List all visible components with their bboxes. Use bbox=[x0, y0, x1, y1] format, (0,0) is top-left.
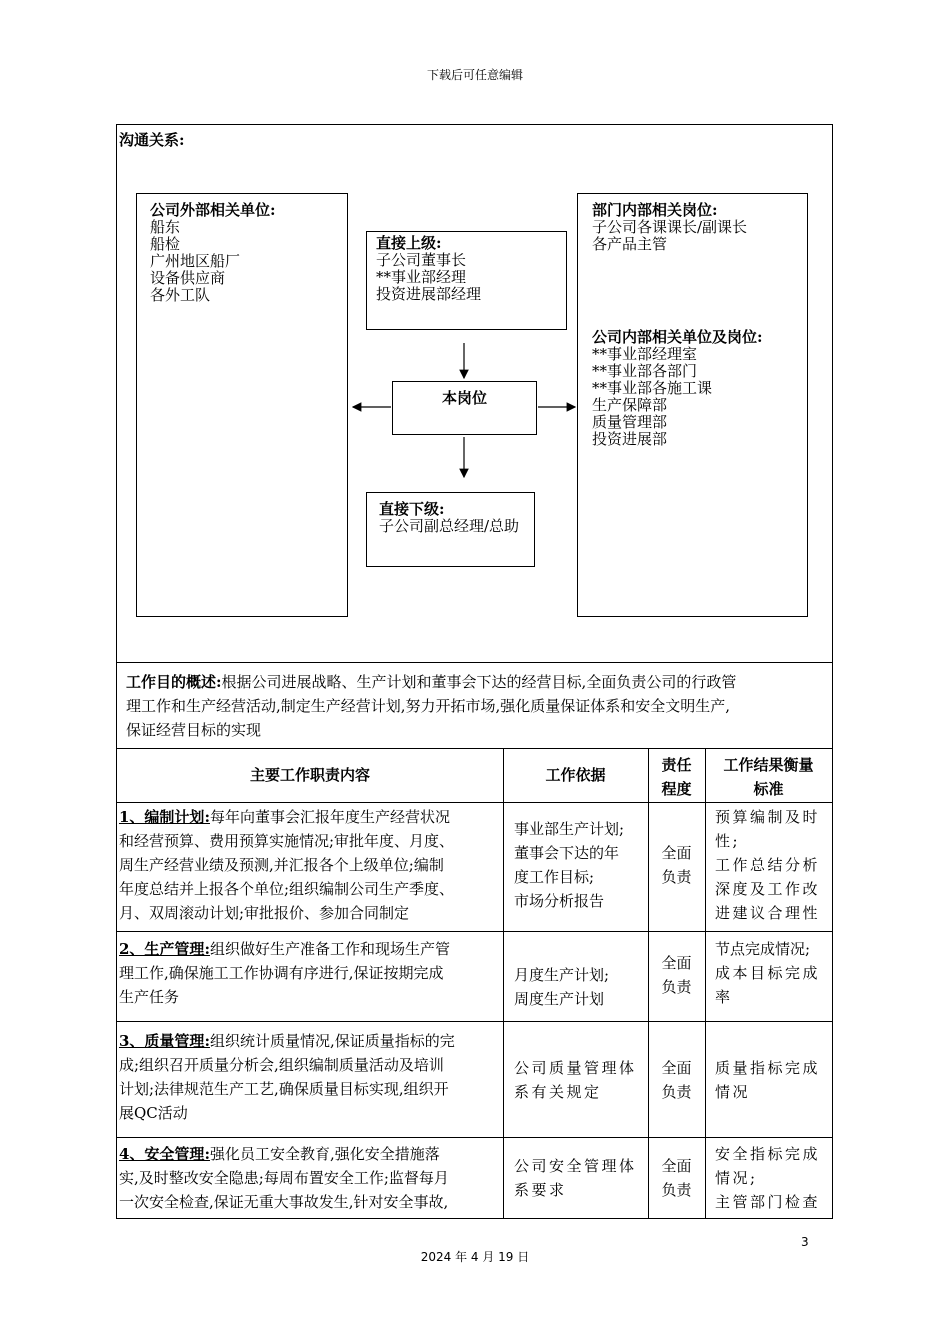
table-top-border bbox=[117, 748, 832, 749]
page-number: 3 bbox=[801, 1235, 809, 1249]
duty-standard-safety: 安全指标完成 情况; 主管部门检查 bbox=[715, 1145, 821, 1211]
col-divider bbox=[503, 748, 504, 1219]
this-position-label: 本岗位 bbox=[441, 389, 487, 407]
external-unit-item: 各外工队 bbox=[150, 286, 211, 304]
superior-item: 子公司董事长 bbox=[376, 251, 467, 269]
work-purpose-summary bbox=[126, 670, 826, 742]
summary-line: 理工作和生产经营活动,制定生产经营计划,努力开拓市场,强化质量保证体系和安全文明生产, bbox=[126, 697, 731, 715]
external-units-title: 公司外部相关单位: bbox=[150, 201, 276, 219]
duty-content-plan: 1、编制计划:每年向董事会汇报年度生产经营状况 和经营预算、费用预算实施情况;审批年度、月度、 周生产经营业绩及预测,并汇报各个上级单位;编制 年度总结并上报各个单位;组织编制公司生产季度、 月、双周滚动计划;审批报价、参加合同制定 bbox=[119, 808, 455, 922]
internal-dept-title: 部门内部相关岗位: bbox=[592, 201, 718, 219]
job-description-frame bbox=[116, 124, 833, 1219]
duty-responsibility-quality: 全面 负责 bbox=[661, 1059, 692, 1101]
direct-subordinate-title: 直接下级: bbox=[379, 500, 445, 518]
internal-company-item: **事业部各部门 bbox=[592, 362, 698, 380]
internal-company-item: 生产保障部 bbox=[592, 396, 668, 414]
duty-basis-quality: 公司质量管理体 系有关规定 bbox=[514, 1059, 637, 1101]
internal-company-item: 投资进展部 bbox=[592, 430, 668, 448]
internal-company-item: **事业部经理室 bbox=[592, 345, 698, 363]
col-divider bbox=[705, 748, 706, 1219]
duty-basis-safety: 公司安全管理体 系要求 bbox=[514, 1157, 637, 1199]
duty-content-quality: 3、质量管理:组织统计质量情况,保证质量指标的完 成;组织召开质量分析会,组织编制质量活动及培训 计划;法律规范生产工艺,确保质量目标实现,组织开 展QC活动 bbox=[119, 1032, 455, 1122]
superior-item: **事业部经理 bbox=[376, 268, 467, 286]
duty-content-production: 2、生产管理:组织做好生产准备工作和现场生产管 理工作,确保施工工作协调有序进行,保证按期完成 生产任务 bbox=[119, 940, 450, 1006]
external-unit-item: 船检 bbox=[150, 235, 181, 253]
internal-company-title: 公司内部相关单位及岗位: bbox=[592, 328, 763, 346]
duty-responsibility-safety: 全面 负责 bbox=[661, 1157, 692, 1199]
row-divider bbox=[117, 1021, 832, 1022]
duty-standard-production: 节点完成情况; 成本目标完成 率 bbox=[715, 940, 821, 1006]
internal-dept-item: 各产品主管 bbox=[592, 235, 668, 253]
relationship-arrows bbox=[117, 125, 834, 665]
internal-company-item: **事业部各施工课 bbox=[592, 379, 713, 397]
duty-responsibility-production: 全面 负责 bbox=[661, 954, 692, 996]
subordinate-item: 子公司副总经理/总助 bbox=[379, 517, 520, 535]
footer-date: 2024 年 4 月 19 日 bbox=[420, 1250, 530, 1264]
superior-item: 投资进展部经理 bbox=[376, 285, 482, 303]
header-responsibility: 责任 程度 bbox=[661, 756, 692, 798]
row-divider bbox=[117, 931, 832, 932]
header-standard: 工作结果衡量 标准 bbox=[723, 756, 814, 798]
duty-responsibility-plan: 全面 负责 bbox=[661, 844, 692, 886]
duty-standard-quality: 质量指标完成 情况 bbox=[715, 1059, 821, 1101]
summary-label: 工作目的概述: bbox=[126, 673, 222, 691]
divider bbox=[117, 662, 832, 663]
direct-superior-title: 直接上级: bbox=[376, 234, 442, 252]
row-divider bbox=[117, 1137, 832, 1138]
internal-dept-item: 子公司各课课长/副课长 bbox=[592, 218, 748, 236]
internal-company-item: 质量管理部 bbox=[592, 413, 668, 431]
external-unit-item: 设备供应商 bbox=[150, 269, 226, 287]
external-unit-item: 船东 bbox=[150, 218, 181, 236]
row-divider bbox=[117, 802, 832, 803]
duty-basis-plan: 事业部生产计划; 董事会下达的年 度工作目标; 市场分析报告 bbox=[514, 820, 625, 910]
header-basis: 工作依据 bbox=[545, 766, 606, 784]
page-header: 下载后可任意编辑 bbox=[426, 68, 523, 82]
duty-basis-production: 月度生产计划; 周度生产计划 bbox=[514, 966, 610, 1008]
duty-content-safety: 4、安全管理:强化员工安全教育,强化安全措施落 实,及时整改安全隐患;每周布置安全工作;监督每月 一次安全检查,保证无重大事故发生,针对安全事故, bbox=[119, 1145, 449, 1211]
summary-line: 根据公司进展战略、生产计划和董事会下达的经营目标,全面负责公司的行政管 bbox=[221, 673, 737, 691]
external-unit-item: 广州地区船厂 bbox=[150, 252, 241, 270]
duty-standard-plan: 预算编制及时 性; 工作总结分析 深度及工作改 进建议合理性 bbox=[715, 808, 821, 922]
communication-title: 沟通关系: bbox=[119, 131, 185, 149]
summary-line: 保证经营目标的实现 bbox=[126, 721, 262, 739]
header-content: 主要工作职责内容 bbox=[249, 766, 370, 784]
